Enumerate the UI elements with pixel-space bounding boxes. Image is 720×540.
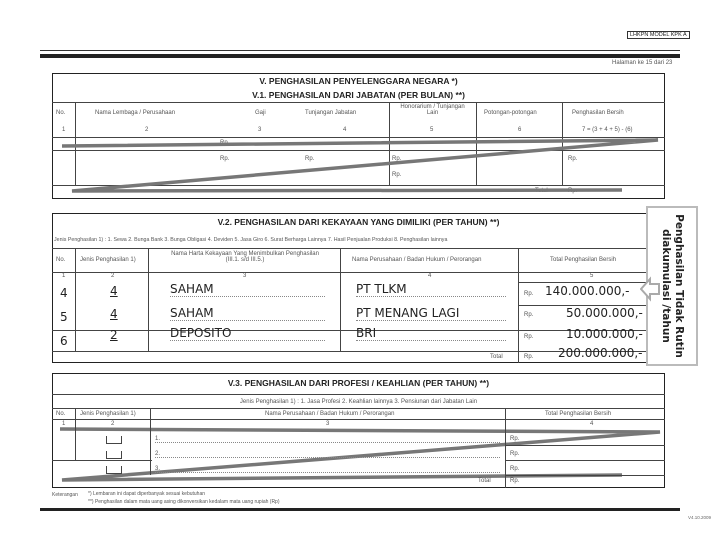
v2-total-value: 200.000.000,- (558, 346, 643, 360)
divider (40, 508, 680, 511)
v2-num: 5 (590, 273, 594, 279)
v3-num: 1 (62, 421, 66, 427)
v2-col-harta: Nama Harta Kekayaan Yang Menimbulkan Penghasilan (III.1. s/d III.5.) (171, 251, 319, 263)
v2-col-total: Total Penghasilan Bersih (550, 257, 617, 263)
rp: Rp. (510, 466, 520, 472)
v1-num: 1 (62, 127, 66, 133)
jenis-box (106, 466, 122, 474)
v1-col-bersih: Penghasilan Bersih (572, 110, 624, 116)
v1-num: 6 (518, 127, 522, 133)
jenis-box (106, 436, 122, 444)
v3-col-perusahaan: Nama Perusahaan / Badan Hukum / Perorangan (265, 411, 395, 417)
v1-num: 3 (258, 127, 262, 133)
v1-num: 7 = (3 + 4 + 5) - (6) (582, 127, 633, 133)
rp: Rp. (510, 478, 520, 484)
v2-total-label: Total (490, 354, 503, 360)
v2-col-perusahaan: Nama Perusahaan / Badan Hukum / Perorangan (352, 257, 482, 263)
v3-line: 1. (155, 436, 500, 443)
rp: Rp. (524, 354, 534, 360)
v3-line: 3. (155, 466, 500, 473)
v1-col-gaji: Gaji (255, 110, 266, 116)
rp: Rp. (568, 188, 578, 194)
note-1: *) Lembaran ini dapat diperbanyak sesuai kebutuhan (88, 491, 206, 497)
rp: Rp. (392, 156, 402, 162)
arrow-left-icon (640, 274, 660, 304)
v1-num: 5 (430, 127, 434, 133)
lhkpn-form-page: LHKPN MODEL KPK A Halaman ke 15 dari 23 V. PENGHASILAN PENYELENGGARA NEGARA *) V.1. PENGHASILAN DARI JABATAN (PER BULAN) **) No. Nama Lembaga / Perusahaan Gaji Tunjangan Jabatan Honorarium / Tunjangan Lain Potongan-potongan Penghasilan Bersih 1 2 3 4 5 6 7 = (3 + 4 + 5) - (6) Rp. Rp. Rp. Rp. Rp. Rp. Total Rp. V.2. PENGHASILAN DARI KEKAYAAN YANG DIMILIKI (PER TAHUN) **) Jenis Penghasilan 1) : 1. Sewa 2. Bunga Bank 3. Bunga Obligasi 4. Deviden 5. Jasa Giro 6. Surat Berharga Lainnya 7. Hasil Penjualan Produksi 8. Penghasilan lainnya No. Jenis Penghasilan 1) Nama Harta Kekayaan Yang Menimbulkan Penghasilan (III.1. s/d III.5.) Nama Perusahaan / Badan Hukum / Perorangan Total Penghasilan Bersih 1 2 3 4 5 4 4 SAHAM PT TLKM Rp. 140.000.000,- 5 4 SAHAM PT MENANG LAGI Rp. 50.000.000,- 6 2 DEPOSITO BRI Rp. 10.000.000,- Total Rp. 200.000.000,- Penghasilan Tidak Rutin diakumulasi /tahun V.3. PENGHASILAN DARI PROFESI / KEAHLIAN (PER TAHUN) **) Jenis Penghasilan 1) : 1. Jasa Profesi 2. Keahlian lainnya 3. Pensiunan dari Jabatan Lain No. Jenis Penghasilan 1) Nama Perusahaan / Badan Hukum / Perorangan Total Penghasilan Bersih 1 2 3 4 1. 2. 3. Rp. Rp. Rp. Total Rp. Keterangan *) Lembaran ini dapat diperbanyak sesuai kebutuhan **) Penghasilan dalam mata uang asing dikonversikan kedalam mata uang rupiah (Rp) V4.10.2009 (0, 0, 720, 540)
v2-num: 2 (111, 273, 115, 279)
jenis-box (106, 451, 122, 459)
v1-title: V. PENGHASILAN PENYELENGGARA NEGARA *) (259, 76, 458, 86)
version-label: V4.10.2009 (688, 515, 712, 520)
v3-col-jenis: Jenis Penghasilan 1) (80, 411, 136, 417)
v1-total-label: Total (535, 188, 548, 194)
rp: Rp. (568, 156, 578, 162)
v1-num: 4 (343, 127, 347, 133)
rp: Rp. (220, 156, 230, 162)
callout-text: Penghasilan Tidak Rutin diakumulasi /tahun (660, 214, 685, 358)
v3-title: V.3. PENGHASILAN DARI PROFESI / KEAHLIAN (PER TAHUN) **) (227, 378, 490, 388)
rp: Rp. (392, 172, 402, 178)
v1-col-tunjangan: Tunjangan Jabatan (305, 110, 357, 116)
model-label: LHKPN MODEL KPK A (627, 31, 690, 39)
v2-num: 3 (243, 273, 247, 279)
v1-num: 2 (145, 127, 149, 133)
rp: Rp. (220, 140, 230, 146)
v3-col-no: No. (56, 411, 66, 417)
v2-jenis-list: Jenis Penghasilan 1) : 1. Sewa 2. Bunga Bank 3. Bunga Obligasi 4. Deviden 5. Jasa Giro 6. Surat Berharga Lainnya 7. Hasil Penjualan Produksi 8. Penghasilan lainnya (54, 237, 448, 243)
v1-col-honorarium: Honorarium / Tunjangan Lain (400, 104, 465, 116)
note-2: **) Penghasilan dalam mata uang asing dikonversikan kedalam mata uang rupiah (Rp) (88, 499, 280, 505)
v2-col-no: No. (56, 257, 66, 263)
v2-num: 4 (428, 273, 432, 279)
v3-line: 2. (155, 451, 500, 458)
rp: Rp. (305, 156, 315, 162)
v3-col-total: Total Penghasilan Bersih (545, 411, 612, 417)
v3-total-label: Total (478, 478, 491, 484)
page-number: Halaman ke 15 dari 23 (612, 60, 673, 66)
rp: Rp. (510, 451, 520, 457)
v3-num: 3 (326, 421, 330, 427)
v3-num: 4 (590, 421, 594, 427)
v1-subtitle: V.1. PENGHASILAN DARI JABATAN (PER BULAN) **) (252, 90, 465, 100)
v2-num: 1 (62, 273, 66, 279)
notes-label: Keterangan (52, 492, 78, 498)
v1-col-no: No. (56, 110, 66, 116)
v3-num: 2 (111, 421, 115, 427)
v2-col-jenis: Jenis Penghasilan 1) (80, 257, 136, 263)
v2-title: V.2. PENGHASILAN DARI KEKAYAAN YANG DIMILIKI (PER TAHUN) **) (217, 217, 500, 227)
v3-jenis-list: Jenis Penghasilan 1) : 1. Jasa Profesi 2. Keahlian lainnya 3. Pensiunan dari Jabatan Lain (239, 399, 478, 405)
rp: Rp. (510, 436, 520, 442)
v1-col-potongan: Potongan-potongan (484, 110, 537, 116)
v1-col-nama: Nama Lembaga / Perusahaan (95, 110, 176, 116)
